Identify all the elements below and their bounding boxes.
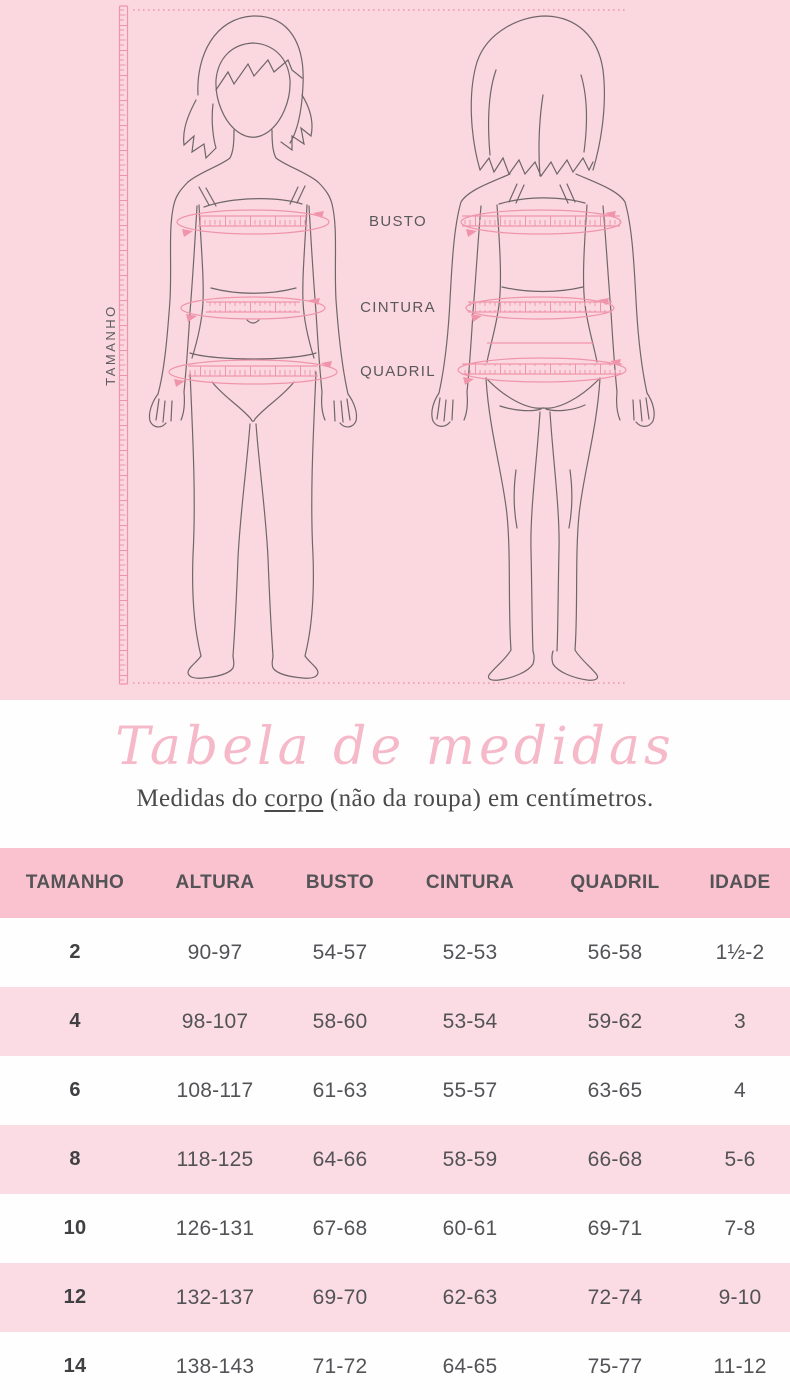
table-cell: 10 — [63, 1217, 87, 1239]
table-cell: 63-65 — [587, 1078, 643, 1102]
column-header-idade: IDADE — [709, 872, 771, 893]
table-cell: 58-59 — [442, 1147, 498, 1171]
table-cell: 90-97 — [187, 940, 243, 964]
table-cell: 69-70 — [312, 1285, 368, 1309]
table-cell: 132-137 — [175, 1285, 255, 1309]
table-cell: 56-58 — [587, 940, 643, 964]
table-cell: 126-131 — [175, 1216, 255, 1240]
subtitle-underlined-word: corpo — [264, 785, 324, 813]
column-header-cintura: CINTURA — [425, 872, 515, 893]
table-row — [0, 987, 790, 1056]
table-row — [0, 1194, 790, 1263]
table-cell: 75-77 — [587, 1354, 643, 1378]
column-header-quadril: QUADRIL — [570, 872, 660, 893]
table-cell: 98-107 — [181, 1009, 249, 1033]
table-cell: 55-57 — [442, 1078, 498, 1102]
girl-front-figure — [149, 16, 356, 678]
table-row — [0, 1056, 790, 1125]
table-cell: 4 — [734, 1078, 746, 1102]
waist-tape-back-icon — [466, 297, 614, 322]
table-header-row — [0, 848, 790, 918]
table-cell: 118-125 — [176, 1147, 254, 1171]
table-cell: 64-65 — [442, 1354, 498, 1378]
hip-tape-back-icon — [458, 358, 626, 385]
table-cell: 6 — [69, 1079, 81, 1101]
table-cell: 53-54 — [442, 1009, 498, 1033]
table-cell: 12 — [63, 1286, 87, 1308]
table-cell: 52-53 — [442, 940, 498, 964]
table-cell: 71-72 — [312, 1354, 368, 1378]
size-ruler-label: TAMANHO — [103, 304, 118, 386]
column-header-tamanho: TAMANHO — [25, 872, 125, 893]
table-cell: 11-12 — [713, 1354, 767, 1378]
table-cell: 5-6 — [724, 1147, 756, 1171]
table-row — [0, 1332, 790, 1400]
table-cell: 3 — [734, 1009, 746, 1033]
table-cell: 1½-2 — [715, 940, 765, 964]
table-cell: 54-57 — [312, 940, 368, 964]
column-header-busto: BUSTO — [305, 872, 375, 893]
table-cell: 59-62 — [587, 1009, 643, 1033]
table-cell: 14 — [63, 1355, 87, 1377]
table-cell: 9-10 — [718, 1285, 762, 1309]
subtitle-suffix: (não da roupa) em centímetros. — [323, 785, 654, 813]
hip-label: QUADRIL — [360, 363, 436, 380]
table-cell: 69-71 — [587, 1216, 643, 1240]
back-measuring-tapes — [458, 210, 626, 385]
table-cell: 61-63 — [312, 1078, 368, 1102]
waist-label: CINTURA — [360, 299, 436, 316]
table-cell: 4 — [69, 1010, 81, 1032]
bust-label: BUSTO — [369, 213, 427, 230]
table-row — [0, 1125, 790, 1194]
table-cell: 60-61 — [442, 1216, 498, 1240]
column-header-altura: ALTURA — [175, 872, 255, 893]
table-cell: 7-8 — [724, 1216, 756, 1240]
size-table — [0, 848, 790, 1400]
table-cell: 72-74 — [587, 1285, 643, 1309]
bust-tape-back-icon — [461, 210, 621, 237]
table-cell: 62-63 — [442, 1285, 498, 1309]
title-block — [0, 700, 790, 848]
subtitle-prefix: Medidas do — [136, 785, 265, 813]
page-title: Tabela de medidas — [115, 717, 675, 777]
table-row — [0, 918, 790, 987]
front-measuring-tapes — [169, 210, 337, 387]
table-cell: 58-60 — [312, 1009, 368, 1033]
hip-tape-front-icon — [169, 360, 337, 387]
table-cell: 64-66 — [312, 1147, 368, 1171]
table-row — [0, 1263, 790, 1332]
table-cell: 2 — [69, 941, 81, 963]
subtitle — [0, 785, 790, 813]
table-cell: 66-68 — [587, 1147, 643, 1171]
table-cell: 138-143 — [175, 1354, 255, 1378]
girl-back-figure — [432, 16, 654, 680]
table-cell: 108-117 — [176, 1078, 254, 1102]
table-cell: 67-68 — [312, 1216, 368, 1240]
table-cell: 8 — [69, 1148, 81, 1170]
